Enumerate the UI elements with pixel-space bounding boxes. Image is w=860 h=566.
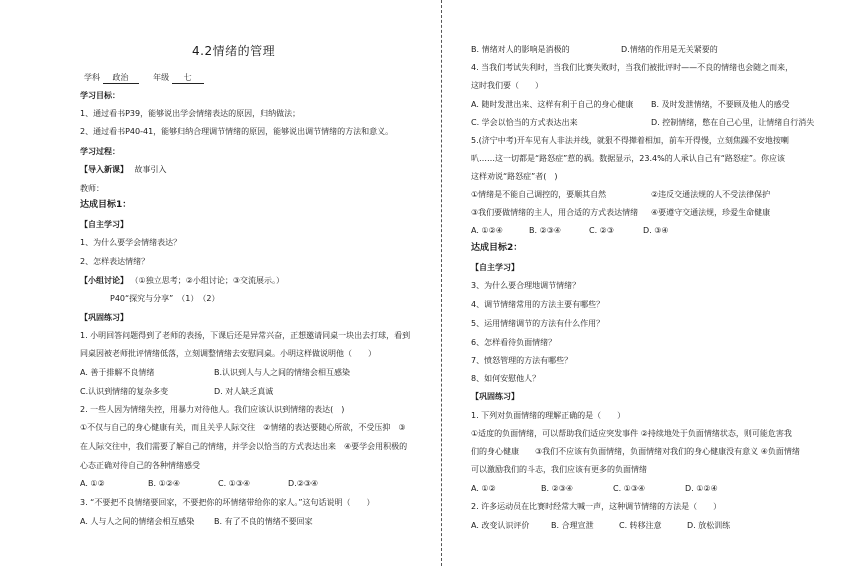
question-5-statement-2: ②违反交通法规的人不受法律保护 — [651, 190, 771, 199]
question-5-statement-1: ①情绪是不能自己调控的，要顺其自然 — [471, 190, 607, 199]
consolidate-2-option-d: D. 放松训练 — [687, 521, 731, 530]
teacher-label: 教师： — [80, 184, 104, 193]
grade-value: 七 — [172, 73, 204, 84]
intro-text: 故事引入 — [134, 165, 167, 174]
exercise-1-option-d: D. 对人缺乏真诚 — [214, 387, 274, 396]
question-5-option-b: B. ②③④ — [529, 226, 562, 235]
question-5-statement-4: ④要遵守交通法规，珍爱生命健康 — [651, 208, 771, 217]
question-5b: 5、运用情绪调节的方法有什么作用？ — [471, 319, 605, 328]
question-8: 8、如何安慰他人？ — [471, 374, 541, 383]
intro-line — [80, 164, 167, 175]
consolidate-2-option-c: C. 转移注意 — [619, 521, 662, 530]
consolidate-header: 【巩固练习】 — [80, 313, 128, 322]
target-1-header: 达成目标1： — [80, 200, 132, 210]
goal-2: 2、通过看书P40-41，能够归纳合理调节情绪的原因，能够说出调节情绪的方法和意义。 — [80, 127, 394, 136]
question-1: 1、为什么要学会情绪表达？ — [80, 238, 182, 247]
exercise-2-line-d: 心态正确对待自己的各种情绪感受 — [80, 461, 200, 470]
target-2-header: 达成目标2： — [471, 243, 523, 253]
intro-label: 【导入新课】 — [80, 165, 128, 174]
consolidate-1-option-d: D. ①②④ — [685, 484, 718, 493]
question-4-option-c: C. 学会以恰当的方式表达出来 — [471, 118, 578, 127]
prev-option-b: B. 情绪对人的影响是消极的 — [471, 45, 570, 54]
grade-label: 年级 — [153, 73, 170, 82]
exercise-2-line-c: 在人际交往中，我们需要了解自己的情绪，并学会以恰当的方式表达出来 ④要学会用积极的 — [80, 442, 408, 451]
question-4-option-b: B. 及时发泄情绪，不要顾及他人的感受 — [651, 100, 790, 109]
question-7: 7、愤怒管理的方法有哪些？ — [471, 356, 573, 365]
exercise-2-option-c: C. ①③④ — [218, 479, 251, 488]
question-5-option-a: A. ①②④ — [471, 226, 503, 235]
exercise-3-option-a: A. 人与人之间的情绪会相互感染 — [80, 517, 195, 526]
consolidate-1-line-c: 可以激励我们的斗志，我们应该有更多的负面情绪 — [471, 465, 647, 474]
question-6: 6、怎样看待负面情绪？ — [471, 338, 557, 347]
exercise-2-option-b: B. ①②④ — [148, 479, 181, 488]
question-4-line-b: 这时我们要（ ） — [471, 81, 543, 90]
question-3: 3、为什么要合理地调节情绪？ — [471, 281, 581, 290]
consolidate-2-question: 2. 许多运动员在比赛时经常大喊一声，这种调节情绪的方法是（ ） — [471, 502, 722, 511]
group-label: 【小组讨论】 — [80, 276, 128, 285]
consolidate-1-line-a: ①适度的负面情绪，可以帮助我们适应突发事件 ②持续地处于负面情绪状态，则可能危害我 — [471, 429, 792, 438]
consolidate-header-2: 【巩固练习】 — [471, 392, 519, 401]
group-discussion — [80, 275, 284, 286]
exercise-1-line-a: 1. 小明回答问题得到了老师的表扬，下课后还是异常兴奋，正想邀请同桌一块出去打球，看到 — [80, 331, 411, 340]
consolidate-2-option-a: A. 改变认识评价 — [471, 521, 530, 530]
subject-grade-line — [84, 72, 204, 84]
exercise-2-option-d: D.②③④ — [288, 479, 319, 488]
question-5-statement-3: ③我们要做情绪的主人，用合适的方式表达情绪 — [471, 208, 639, 217]
exercise-3-question: 3. “不要把不良情绪要回家，不要把你的坏情绪带给你的家人。”这句话说明（ ） — [80, 498, 375, 507]
exercise-1-line-b: 同桌因被老师批评情绪低落，立刻调整情绪去安慰同桌。小明这样做说明他（ ） — [80, 349, 376, 358]
goals-header: 学习目标： — [80, 91, 120, 100]
consolidate-1-option-c: C. ①③④ — [613, 484, 646, 493]
consolidate-2-option-b: B. 合理宣泄 — [551, 521, 594, 530]
question-5-option-d: D. ③④ — [643, 226, 669, 235]
question-4b: 4、调节情绪常用的方法主要有哪些？ — [471, 300, 605, 309]
consolidate-1-question: 1. 下列对负面情绪的理解正确的是（ ） — [471, 411, 626, 420]
column-divider — [441, 0, 442, 566]
p40-explore: P40“探究与分享” （1） （2） — [110, 294, 220, 303]
exercise-2-line-a: 2. 一些人因为情绪失控，用暴力对待他人。我们应该认识到情绪的表达( ) — [80, 405, 345, 414]
exercise-1-option-a: A. 善于排解不良情绪 — [80, 368, 155, 377]
question-5-line-b: 叭……这一切都是“路怒症”惹的祸。数据显示，23.4%的人承认自己有“路怒症”。你应该 — [471, 154, 785, 163]
exercise-1-option-c: C.认识到情绪的复杂多变 — [80, 387, 169, 396]
exercise-2-line-b: ①不仅与自己的身心健康有关，而且关乎人际交往 ②情绪的表达要随心所欲，不受压抑 ③ — [80, 423, 406, 432]
exercise-3-option-b: B. 有了不良的情绪不要回家 — [214, 517, 313, 526]
question-4-line-a: 4. 当我们考试失利时，当我们比赛失败时，当我们被批评时——不良的情绪也会随之而来， — [471, 63, 794, 72]
subject-value: 政治 — [103, 73, 139, 84]
consolidate-1-option-b: B. ②③④ — [541, 484, 574, 493]
consolidate-1-option-a: A. ①② — [471, 484, 496, 493]
question-5-option-c: C. ②③ — [589, 226, 615, 235]
question-5-line-c: 这样劝说“路怒症”者( ) — [471, 172, 558, 181]
exercise-1-option-b: B.认识到人与人之间的情绪会相互感染 — [214, 368, 351, 377]
goal-1: 1、通过看书P39，能够说出学会情绪表达的原因，归纳做法； — [80, 109, 301, 118]
question-5-line-a: 5.(济宁中考)开车见有人非法并线，就狠不得撵着相加，前车开得慢，立刻焦躁不安地按喇 — [471, 136, 789, 145]
self-study-header-2: 【自主学习】 — [471, 263, 519, 272]
subject-label: 学科 — [84, 73, 100, 82]
self-study-header: 【自主学习】 — [80, 220, 128, 229]
consolidate-1-line-b: 们的身心健康 ③我们不应该有负面情绪，负面情绪对我们的身心健康没有意义 ④负面情绪 — [471, 447, 800, 456]
page-title: 4.2情绪的管理 — [192, 44, 276, 58]
question-4-option-d: D. 控制情绪，憋在自己心里，让情绪自行消失 — [651, 118, 815, 127]
process-header: 学习过程： — [80, 147, 120, 156]
question-4-option-a: A. 随时发泄出来、这样有利于自己的身心健康 — [471, 100, 634, 109]
exercise-2-option-a: A. ①② — [80, 479, 105, 488]
question-2: 2、怎样表达情绪？ — [80, 257, 150, 266]
group-text: （①独立思考；②小组讨论；③交流展示。） — [130, 276, 285, 285]
prev-option-d: D.情绪的作用是无关紧要的 — [621, 45, 718, 54]
